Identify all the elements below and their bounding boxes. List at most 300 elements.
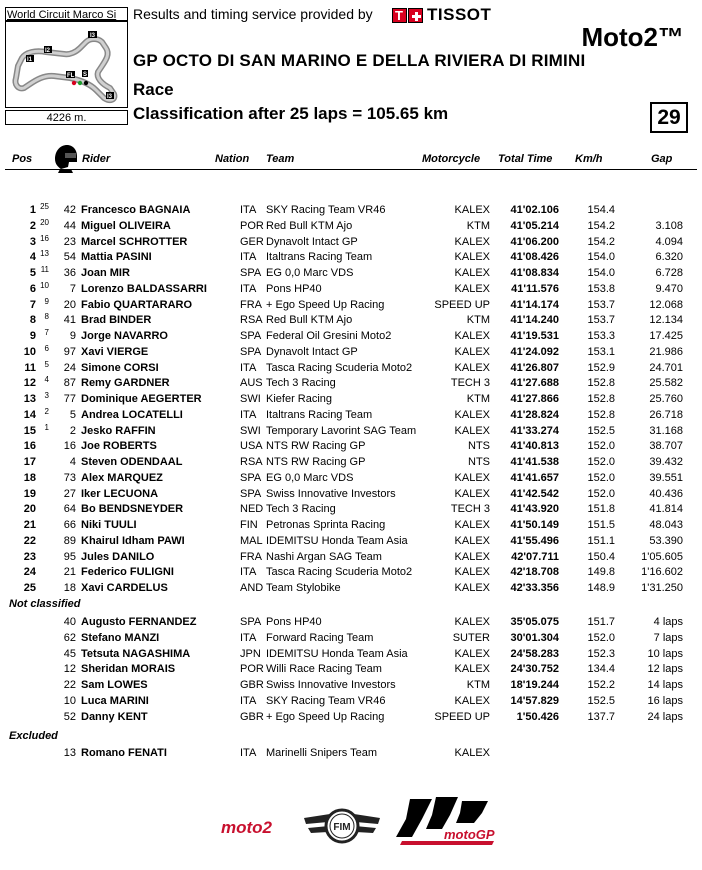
gap-cell: 7 laps [653, 632, 683, 644]
team-cell: Pons HP40 [266, 616, 322, 628]
team-cell: Temporary Lavorint SAG Team [266, 425, 417, 437]
grid-position-cell: 20 [40, 218, 49, 227]
rider-name-cell: Steven ODENDAAL [81, 456, 183, 468]
session-name: Race [133, 80, 174, 99]
gap-cell: 6.728 [655, 267, 683, 279]
position-cell: 16 [23, 440, 36, 452]
total-time-cell: 18'19.244 [510, 679, 559, 691]
motorcycle-cell: NTS [468, 440, 490, 452]
nation-cell: SPA [240, 267, 262, 279]
motorcycle-cell: SUTER [452, 632, 490, 644]
team-cell: Nashi Argan SAG Team [266, 551, 382, 563]
rider-number-cell: 97 [63, 346, 76, 358]
total-time-cell: 41'02.106 [510, 204, 559, 216]
team-cell: Tech 3 Racing [266, 503, 336, 515]
table-row [0, 470, 702, 486]
team-cell: IDEMITSU Honda Team Asia [266, 648, 408, 660]
rider-name-cell: Andrea LOCATELLI [81, 409, 183, 421]
motogp-logo-text: motoGP [444, 827, 495, 842]
nation-cell: GBR [240, 711, 264, 723]
motorcycle-cell: KALEX [454, 204, 490, 216]
motorcycle-cell: SPEED UP [434, 711, 490, 723]
speed-cell: 152.0 [587, 472, 615, 484]
rider-name-cell: Xavi VIERGE [81, 346, 149, 358]
rider-name-cell: Fabio QUARTARARO [81, 299, 193, 311]
gap-cell: 12 laps [647, 663, 683, 675]
gap-cell: 14 laps [647, 679, 683, 691]
table-row [0, 693, 702, 709]
nation-cell: SPA [240, 488, 262, 500]
team-cell: Red Bull KTM Ajo [266, 314, 353, 326]
position-cell: 25 [23, 582, 36, 594]
rider-name-cell: Bo BENDSNEYDER [81, 503, 184, 515]
motorcycle-cell: KALEX [454, 616, 490, 628]
team-cell: NTS RW Racing GP [266, 456, 366, 468]
motorcycle-cell: KALEX [454, 566, 490, 578]
speed-cell: 152.8 [587, 409, 615, 421]
tissot-cross-icon [408, 8, 423, 23]
gap-cell: 39.432 [649, 456, 683, 468]
rider-number-cell: 62 [63, 632, 76, 644]
gap-cell: 24.701 [649, 362, 683, 374]
nation-cell: FRA [240, 551, 262, 563]
gap-cell: 48.043 [649, 519, 683, 531]
gap-cell: 26.718 [649, 409, 683, 421]
column-team: Team [266, 153, 295, 165]
speed-cell: 152.5 [587, 425, 615, 437]
rider-number-cell: 18 [63, 582, 76, 594]
rider-name-cell: Niki TUULI [81, 519, 137, 531]
table-row [0, 630, 702, 646]
motogp-logo [392, 793, 502, 853]
gap-cell: 53.390 [649, 535, 683, 547]
speed-cell: 134.4 [587, 663, 615, 675]
tissot-wordmark: TISSOT [427, 5, 492, 24]
table-row [0, 454, 702, 470]
tissot-t-icon [392, 8, 407, 23]
header-divider [5, 169, 697, 170]
fim-logo-text: FIM [333, 822, 351, 833]
rider-number-cell: 89 [63, 535, 76, 547]
table-row [0, 360, 702, 376]
nation-cell: ITA [240, 695, 257, 707]
total-time-cell: 41'08.426 [510, 251, 559, 263]
nation-cell: NED [240, 503, 264, 515]
rider-name-cell: Khairul Idham PAWI [81, 535, 185, 547]
nation-cell: ITA [240, 283, 257, 295]
speed-cell: 153.8 [587, 283, 615, 295]
team-cell: Marinelli Snipers Team [266, 747, 378, 759]
speed-cell: 152.9 [587, 362, 615, 374]
column-motorcycle: Motorcycle [422, 153, 481, 165]
nation-cell: ITA [240, 204, 257, 216]
nation-cell: POR [240, 663, 264, 675]
motorcycle-cell: KALEX [454, 362, 490, 374]
rider-number-cell: 40 [63, 616, 76, 628]
gap-cell: 1'16.602 [641, 566, 683, 578]
rider-name-cell: Federico FULIGNI [81, 566, 174, 578]
grid-position-cell: 13 [40, 249, 49, 258]
rider-number-cell: 42 [63, 204, 76, 216]
total-time-cell: 42'18.708 [510, 566, 559, 578]
speed-cell: 153.7 [587, 314, 615, 326]
gap-cell: 31.168 [649, 425, 683, 437]
rider-number-cell: 73 [63, 472, 76, 484]
motorcycle-cell: SPEED UP [434, 299, 490, 311]
team-cell: + Ego Speed Up Racing [266, 299, 385, 311]
team-cell: EG 0,0 Marc VDS [266, 472, 354, 484]
gap-cell: 4 laps [653, 616, 683, 628]
timing-service-text: Results and timing service provided by [133, 6, 373, 22]
speed-cell: 148.9 [587, 582, 615, 594]
team-cell: EG 0,0 Marc VDS [266, 267, 354, 279]
total-time-cell: 41'33.274 [510, 425, 559, 437]
total-time-cell: 42'07.711 [511, 551, 559, 563]
team-cell: Petronas Sprinta Racing [266, 519, 386, 531]
moto2-logo [219, 815, 289, 839]
table-row [0, 745, 702, 761]
motorcycle-cell: KALEX [454, 346, 490, 358]
motorcycle-cell: KALEX [454, 330, 490, 342]
speed-cell: 151.5 [587, 519, 615, 531]
table-row [0, 297, 702, 313]
nation-cell: SWI [240, 425, 261, 437]
map-marker-s: S [83, 72, 88, 78]
rider-name-cell: Luca MARINI [81, 695, 149, 707]
table-row [0, 486, 702, 502]
total-time-cell: 41'11.576 [511, 283, 559, 295]
rider-number-cell: 54 [63, 251, 76, 263]
motorcycle-cell: KALEX [454, 236, 490, 248]
rider-name-cell: Joan MIR [81, 267, 130, 279]
nation-cell: POR [240, 220, 264, 232]
team-cell: Red Bull KTM Ajo [266, 220, 353, 232]
speed-cell: 152.8 [587, 393, 615, 405]
position-cell: 21 [23, 519, 36, 531]
nation-cell: RSA [240, 314, 263, 326]
rider-number-cell: 66 [63, 519, 76, 531]
rider-name-cell: Stefano MANZI [81, 632, 160, 644]
position-cell: 7 [29, 299, 36, 311]
team-cell: NTS RW Racing GP [266, 440, 366, 452]
motorcycle-cell: NTS [468, 456, 490, 468]
table-row [0, 375, 702, 391]
position-cell: 13 [23, 393, 36, 405]
event-title: GP OCTO DI SAN MARINO E DELLA RIVIERA DI RIMINI [133, 51, 586, 70]
table-row [0, 249, 702, 265]
total-time-cell: 41'26.807 [510, 362, 559, 374]
not-classified-label: Not classified [9, 598, 81, 610]
speed-cell: 151.8 [587, 503, 615, 515]
total-time-cell: 41'28.824 [510, 409, 559, 421]
grid-position-cell: 7 [44, 328, 49, 337]
rider-number-cell: 27 [63, 488, 76, 500]
rider-name-cell: Dominique AEGERTER [81, 393, 202, 405]
motorcycle-cell: KALEX [454, 488, 490, 500]
nation-cell: RSA [240, 456, 263, 468]
rider-number-cell: 87 [63, 377, 76, 389]
table-row [0, 646, 702, 662]
total-time-cell: 41'27.688 [510, 377, 559, 389]
nation-cell: SPA [240, 472, 262, 484]
rider-name-cell: Remy GARDNER [81, 377, 170, 389]
team-cell: SKY Racing Team VR46 [266, 204, 386, 216]
circuit-name-label: World Circuit Marco Si [5, 7, 128, 21]
rider-name-cell: Lorenzo BALDASSARRI [81, 283, 207, 295]
rider-name-cell: Romano FENATI [81, 747, 167, 759]
position-cell: 20 [23, 503, 36, 515]
rider-name-cell: Xavi CARDELUS [81, 582, 168, 594]
gap-cell: 4.094 [655, 236, 683, 248]
nation-cell: ITA [240, 251, 257, 263]
speed-cell: 149.8 [587, 566, 615, 578]
speed-cell: 154.2 [587, 236, 615, 248]
nation-cell: SPA [240, 346, 262, 358]
team-cell: Tech 3 Racing [266, 377, 336, 389]
nation-cell: AUS [240, 377, 263, 389]
motorcycle-cell: KALEX [454, 472, 490, 484]
motorcycle-cell: TECH 3 [450, 503, 490, 515]
motorcycle-cell: KALEX [454, 648, 490, 660]
fim-logo [302, 800, 382, 852]
position-cell: 22 [23, 535, 36, 547]
speed-cell: 153.7 [587, 299, 615, 311]
total-time-cell: 41'06.200 [510, 236, 559, 248]
total-time-cell: 1'50.426 [516, 711, 559, 723]
speed-cell: 153.1 [587, 346, 615, 358]
team-cell: Dynavolt Intact GP [266, 236, 358, 248]
speed-cell: 150.4 [587, 551, 615, 563]
nation-cell: ITA [240, 747, 257, 759]
table-row [0, 344, 702, 360]
rider-number-cell: 4 [69, 456, 76, 468]
grid-position-cell: 10 [40, 281, 49, 290]
nation-cell: ITA [240, 566, 257, 578]
rider-number-cell: 77 [63, 393, 76, 405]
rider-number-cell: 52 [63, 711, 76, 723]
rider-number-cell: 20 [63, 299, 76, 311]
total-time-cell: 41'42.542 [510, 488, 559, 500]
position-cell: 2 [29, 220, 36, 232]
total-time-cell: 30'01.304 [510, 632, 559, 644]
team-cell: SKY Racing Team VR46 [266, 695, 386, 707]
rider-number-cell: 2 [69, 425, 76, 437]
rider-number-cell: 13 [63, 747, 76, 759]
rider-name-cell: Augusto FERNANDEZ [81, 616, 197, 628]
total-time-cell: 41'19.531 [510, 330, 559, 342]
total-time-cell: 41'05.214 [510, 220, 559, 232]
column-rider: Rider [82, 153, 111, 165]
rider-name-cell: Danny KENT [81, 711, 148, 723]
excluded-label: Excluded [9, 730, 58, 742]
rider-name-cell: Marcel SCHROTTER [81, 236, 188, 248]
gap-cell: 21.986 [649, 346, 683, 358]
position-cell: 17 [23, 456, 36, 468]
team-cell: Tasca Racing Scuderia Moto2 [266, 362, 413, 374]
position-cell: 23 [23, 551, 36, 563]
rider-number-cell: 10 [63, 695, 76, 707]
gap-cell: 40.436 [649, 488, 683, 500]
position-cell: 3 [29, 236, 36, 248]
rider-number-cell: 36 [63, 267, 76, 279]
gap-cell: 1'05.605 [641, 551, 683, 563]
speed-cell: 152.2 [587, 679, 615, 691]
team-cell: Pons HP40 [266, 283, 322, 295]
speed-cell: 153.3 [587, 330, 615, 342]
team-cell: + Ego Speed Up Racing [266, 711, 385, 723]
speed-cell: 152.5 [587, 695, 615, 707]
total-time-cell: 41'50.149 [510, 519, 559, 531]
total-time-cell: 41'14.240 [510, 314, 559, 326]
team-cell: Swiss Innovative Investors [266, 488, 396, 500]
team-cell: Swiss Innovative Investors [266, 679, 396, 691]
rider-name-cell: Iker LECUONA [81, 488, 159, 500]
speed-cell: 154.0 [587, 267, 615, 279]
rider-name-cell: Mattia PASINI [81, 251, 152, 263]
position-cell: 15 [23, 425, 36, 437]
rider-name-cell: Joe ROBERTS [81, 440, 157, 452]
table-row [0, 265, 702, 281]
map-marker-i3-top: I3 [90, 33, 96, 39]
rider-name-cell: Francesco BAGNAIA [81, 204, 191, 216]
rider-number-cell: 5 [69, 409, 76, 421]
team-cell: Team Stylobike [266, 582, 341, 594]
speed-cell: 152.0 [587, 440, 615, 452]
table-row [0, 533, 702, 549]
nation-cell: ITA [240, 362, 257, 374]
speed-cell: 137.7 [587, 711, 615, 723]
total-time-cell: 41'41.657 [510, 472, 559, 484]
rider-number-cell: 44 [63, 220, 76, 232]
rider-number-cell: 45 [63, 648, 76, 660]
total-time-cell: 35'05.075 [510, 616, 559, 628]
rider-number-cell: 64 [63, 503, 76, 515]
motorcycle-cell: KTM [466, 679, 490, 691]
table-row [0, 391, 702, 407]
nation-cell: USA [240, 440, 263, 452]
rider-name-cell: Alex MARQUEZ [81, 472, 163, 484]
nation-cell: SPA [240, 616, 262, 628]
total-time-cell: 41'40.813 [510, 440, 559, 452]
total-time-cell: 14'57.829 [510, 695, 559, 707]
position-cell: 10 [23, 346, 36, 358]
table-row [0, 614, 702, 630]
gap-cell: 17.425 [649, 330, 683, 342]
position-cell: 14 [23, 409, 36, 421]
nation-cell: GER [240, 236, 264, 248]
motorcycle-cell: KALEX [454, 425, 490, 437]
total-time-cell: 41'24.092 [510, 346, 559, 358]
table-row [0, 438, 702, 454]
moto2-logo-text: moto2 [221, 818, 272, 837]
column-pos: Pos [12, 153, 33, 165]
motorcycle-cell: KALEX [454, 409, 490, 421]
rider-name-cell: Jorge NAVARRO [81, 330, 168, 342]
total-time-cell: 41'14.174 [510, 299, 559, 311]
table-row [0, 661, 702, 677]
table-row [0, 501, 702, 517]
grid-position-cell: 1 [44, 423, 49, 432]
grid-position-cell: 3 [44, 391, 49, 400]
position-cell: 4 [29, 251, 36, 263]
gap-cell: 12.068 [649, 299, 683, 311]
motorcycle-cell: KTM [466, 314, 490, 326]
team-cell: IDEMITSU Honda Team Asia [266, 535, 408, 547]
speed-cell: 152.8 [587, 377, 615, 389]
rider-number-cell: 22 [63, 679, 76, 691]
class-title: Moto2™ [581, 22, 684, 52]
table-row [0, 549, 702, 565]
speed-cell: 152.0 [587, 488, 615, 500]
table-row [0, 281, 702, 297]
rider-name-cell: Jules DANILO [81, 551, 155, 563]
team-cell: Italtrans Racing Team [266, 251, 373, 263]
tissot-logo [392, 6, 491, 24]
gap-cell: 3.108 [655, 220, 683, 232]
grid-position-cell: 5 [44, 360, 49, 369]
team-cell: Tasca Racing Scuderia Moto2 [266, 566, 413, 578]
rider-number-cell: 41 [63, 314, 76, 326]
nation-cell: ITA [240, 632, 257, 644]
team-cell: Federal Oil Gresini Moto2 [266, 330, 392, 342]
total-time-cell: 42'33.356 [510, 582, 559, 594]
position-cell: 18 [23, 472, 36, 484]
table-row [0, 234, 702, 250]
map-marker-i3-bottom: I3 [107, 94, 113, 100]
gap-cell: 25.760 [649, 393, 683, 405]
column-kmh: Km/h [575, 153, 603, 165]
motorcycle-cell: KALEX [454, 283, 490, 295]
table-row [0, 407, 702, 423]
rider-number-cell: 9 [69, 330, 76, 342]
table-row [0, 709, 702, 725]
rider-name-cell: Miguel OLIVEIRA [81, 220, 171, 232]
grid-position-cell: 16 [40, 234, 49, 243]
map-marker-fl: FL [67, 73, 75, 79]
position-cell: 11 [24, 362, 36, 374]
motorcycle-cell: KALEX [454, 519, 490, 531]
gap-cell: 12.134 [649, 314, 683, 326]
circuit-length: 4226 m. [5, 110, 128, 125]
motorcycle-cell: KALEX [454, 582, 490, 594]
nation-cell: FIN [240, 519, 258, 531]
position-cell: 1 [29, 204, 36, 216]
total-time-cell: 41'55.496 [510, 535, 559, 547]
motorcycle-cell: KTM [466, 393, 490, 405]
team-cell: Forward Racing Team [266, 632, 374, 644]
table-row [0, 312, 702, 328]
team-cell: Italtrans Racing Team [266, 409, 373, 421]
total-time-cell: 24'30.752 [510, 663, 559, 675]
motorcycle-cell: TECH 3 [450, 377, 490, 389]
speed-cell: 154.4 [587, 204, 615, 216]
nation-cell: GBR [240, 679, 264, 691]
position-cell: 8 [29, 314, 36, 326]
grid-position-cell: 11 [40, 265, 49, 274]
gap-cell: 41.814 [649, 503, 683, 515]
position-cell: 9 [29, 330, 36, 342]
column-total-time: Total Time [498, 153, 553, 165]
grid-position-cell: 25 [40, 202, 49, 211]
gap-cell: 1'31.250 [641, 582, 683, 594]
table-row [0, 328, 702, 344]
motorcycle-cell: KALEX [454, 747, 490, 759]
rider-name-cell: Sheridan MORAIS [81, 663, 176, 675]
table-row [0, 517, 702, 533]
rider-name-cell: Tetsuta NAGASHIMA [81, 648, 191, 660]
gap-cell: 38.707 [649, 440, 683, 452]
circuit-map [5, 21, 128, 108]
